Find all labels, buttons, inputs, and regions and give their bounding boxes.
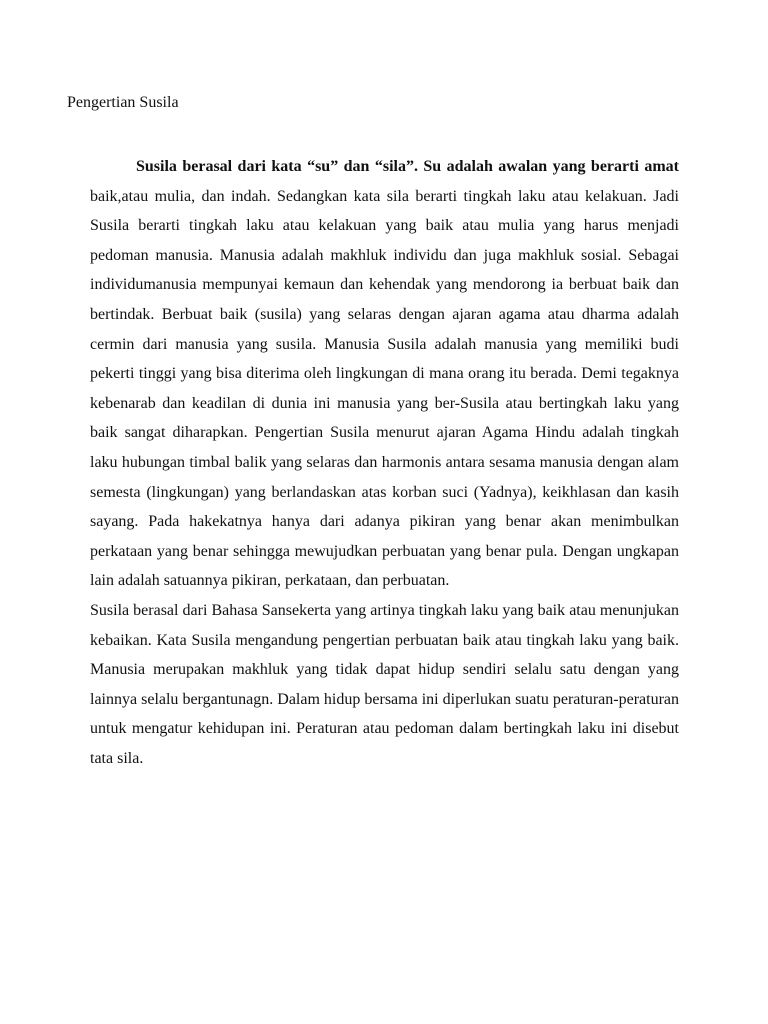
paragraph-2: Susila berasal dari Bahasa Sansekerta yang artinya tingkah laku yang baik atau menunjukan kebaikan. Kata Susila mengandung pengertian perbuatan baik atau tingkah laku yang baik. Manusia merupakan makhluk yang tidak dapat hidup sendiri selalu satu dengan yang lainnya selalu bergantunagn. Dalam hidup bersama ini diperlukan suatu peraturan-peraturan untuk mengatur kehidupan ini. Peraturan atau pedoman dalam bertingkah laku ini disebut tata sila.: [90, 601, 679, 767]
document-title: Pengertian Susila: [67, 94, 179, 111]
paragraph-1: [90, 152, 679, 596]
document-body: [90, 152, 679, 773]
paragraph-1-text: baik,atau mulia, dan indah. Sedangkan kata sila berarti tingkah laku atau kelakuan. Jadi Susila berarti tingkah laku atau kelakuan yang baik atau mulia yang harus menjadi pedoman manusia. Manusia adalah makhluk individu dan juga makhluk sosial. Sebagai individumanusia mempunyai kemaun dan kehendak yang mendorong ia berbuat baik dan bertindak. Berbuat baik (susila) yang selaras dengan ajaran agama atau dharma adalah cermin dari manusia yang susila. Manusia Susila adalah manusia yang memiliki budi pekerti tinggi yang bisa diterima oleh lingkungan di mana orang itu berada. Demi tegaknya kebenarab dan keadilan di dunia ini manusia yang ber-Susila atau bertingkah laku yang baik sangat diharapkan. Pengertian Susila menurut ajaran Agama Hindu adalah tingkah laku hubungan timbal balik yang selaras dan harmonis antara sesama manusia dengan alam semesta (lingkungan) yang berlandaskan atas korban suci (Yadnya), keikhlasan dan kasih sayang. Pada hakekatnya hanya dari adanya pikiran yang benar akan menimbulkan perkataan yang benar sehingga mewujudkan perbuatan yang benar pula. Dengan ungkapan lain adalah satuannya pikiran, perkataan, dan perbuatan.: [90, 187, 679, 590]
paragraph-1-lead: Susila berasal dari kata “su” dan “sila”. Su adalah awalan yang berarti amat: [136, 158, 679, 175]
